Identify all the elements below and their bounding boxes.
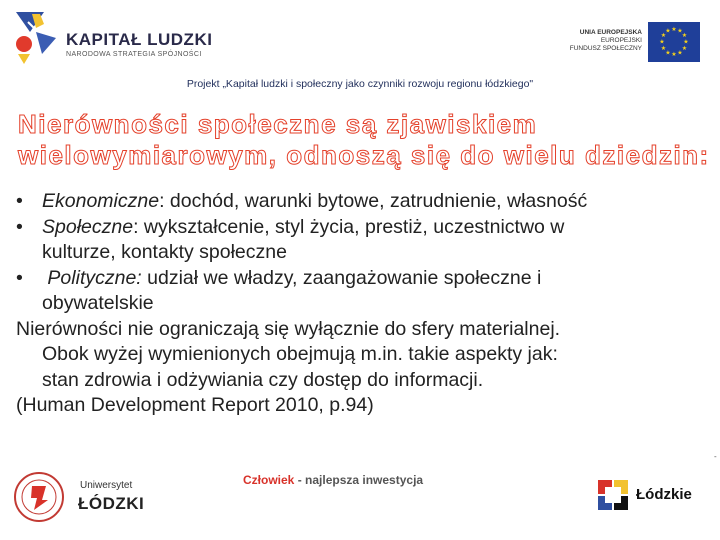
- svg-text:★: ★: [677, 49, 683, 57]
- lodzkie-logo: [596, 478, 708, 514]
- bullet-text: dochód, warunki bytowe, zatrudnienie, własność: [164, 190, 588, 212]
- university-name: ŁÓDZKI: [78, 494, 145, 513]
- eu-line: EUROPEJSKI: [600, 37, 642, 44]
- svg-text:★: ★: [681, 32, 688, 39]
- svg-text:★: ★: [681, 45, 688, 52]
- citation: (Human Development Report 2010, p.94): [16, 394, 374, 416]
- bullet-separator: :: [133, 215, 139, 238]
- footer-tagline: [243, 473, 423, 487]
- lodzkie-mark-icon: [596, 478, 632, 514]
- tagline-rest: - najlepsza inwestycja: [294, 473, 424, 487]
- svg-text:★: ★: [659, 38, 665, 46]
- slide-body: [16, 189, 716, 419]
- university-top-label: Uniwersytet: [80, 480, 133, 491]
- heading-line: wielowymiarowym, odnoszą się do wielu dziedzin:: [18, 140, 710, 170]
- eu-flag-icon: [648, 22, 700, 62]
- eu-line: FUNDUSZ SPOŁECZNY: [569, 45, 642, 52]
- logo-subtitle: NARODOWA STRATEGIA SPÓJNOŚCI: [66, 51, 202, 58]
- paragraph-line: stan zdrowia i odżywiania czy dostęp do informacji.: [42, 368, 484, 391]
- svg-text:★: ★: [677, 27, 683, 35]
- paragraph-line: Obok wyżej wymienionych obejmują m.in. takie aspekty jak:: [42, 343, 558, 365]
- tagline-emphasis: Człowiek: [243, 473, 295, 487]
- bullet-marker: •: [16, 190, 23, 212]
- kapital-ludzki-logo: [14, 10, 58, 66]
- project-title: Projekt „Kapitał ludzki i społeczny jako czynniki rozwoju regionu łódzkiego": [186, 78, 534, 90]
- eu-line: UNIA EUROPEJSKA: [579, 29, 642, 36]
- svg-text:★: ★: [660, 32, 667, 39]
- svg-text:★: ★: [671, 26, 677, 33]
- bullet-item: [16, 215, 716, 266]
- svg-text:★: ★: [660, 45, 667, 52]
- paragraph-line: Nierówności nie ograniczają się wyłącznie do sfery materialnej.: [16, 317, 561, 340]
- svg-text:★: ★: [683, 38, 689, 46]
- heading-line: Nierówności społeczne są zjawiskiem: [18, 109, 538, 139]
- trailing-mark: -: [714, 452, 717, 461]
- svg-text:★: ★: [671, 51, 677, 58]
- region-name: Łódzkie: [636, 486, 692, 503]
- logo-title: KAPITAŁ LUDZKI: [66, 30, 213, 49]
- eu-text: [566, 29, 642, 53]
- university-seal-icon: [12, 470, 66, 524]
- bullet-keyword: Polityczne:: [47, 266, 142, 289]
- svg-text:★: ★: [665, 27, 671, 35]
- bullet-marker: •: [16, 266, 23, 289]
- svg-text:★: ★: [665, 49, 671, 57]
- slide-heading: [18, 109, 718, 171]
- body-paragraph: [16, 317, 716, 394]
- bullet-keyword: Społeczne: [42, 215, 134, 238]
- bullet-text-continued: kulturze, kontakty społeczne: [42, 241, 287, 263]
- bullet-item: [16, 189, 716, 215]
- bullet-text: wykształcenie, styl życia, prestiż, uczestnictwo w: [138, 215, 565, 238]
- bullet-keyword: Ekonomiczne: [42, 190, 160, 212]
- bullet-text-continued: obywatelskie: [42, 292, 154, 314]
- bullet-separator: :: [159, 190, 165, 212]
- bullet-marker: •: [16, 215, 23, 238]
- bullet-item: [16, 266, 716, 317]
- university-logo: [12, 470, 152, 524]
- bullet-text: udział we władzy, zaangażowanie społeczne i: [141, 266, 542, 289]
